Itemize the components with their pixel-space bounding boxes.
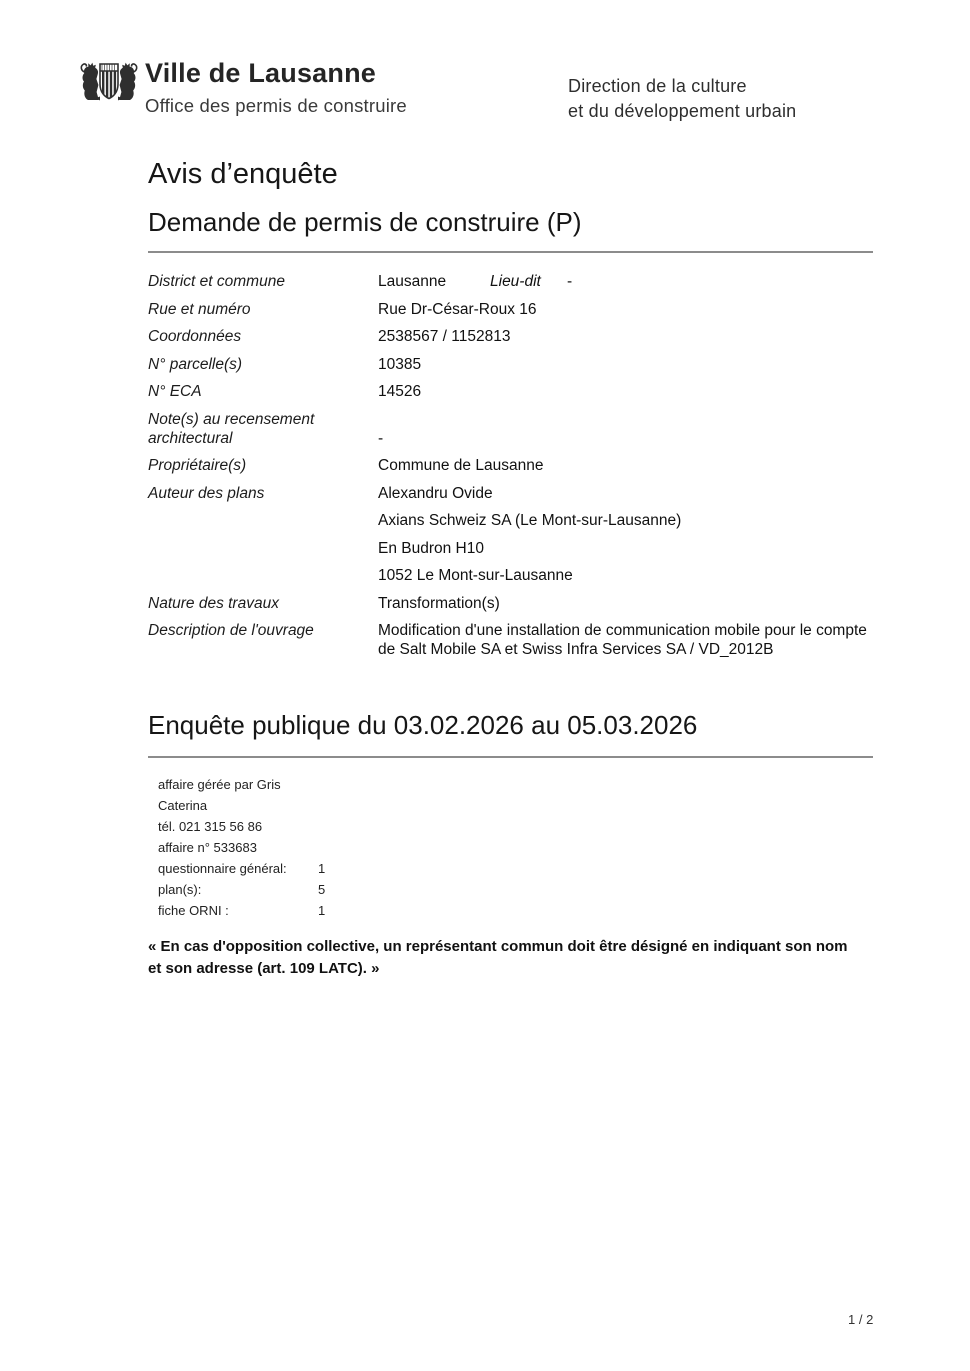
- info-row-rue: [148, 300, 873, 319]
- direction-line-2: et du développement urbain: [568, 101, 797, 122]
- detail-label: fiche ORNI :: [158, 903, 229, 918]
- info-label: Rue et numéro: [148, 300, 251, 318]
- info-label: Propriétaire(s): [148, 457, 247, 474]
- detail-label: plan(s):: [158, 882, 202, 897]
- enquete-section: [148, 710, 873, 979]
- info-row-parcelle: [148, 355, 873, 374]
- detail-value: 1: [318, 903, 326, 918]
- info-value: Modification d'une installation de communication mobile pour le compte de Salt Mobile SA et Swiss Infra Services SA / VD_2012B: [378, 622, 867, 658]
- info-label: [148, 539, 378, 558]
- info-row-proprietaire: [148, 456, 873, 475]
- info-value: 14526: [378, 383, 422, 400]
- commune-value: Lausanne: [378, 273, 447, 290]
- info-label: N° parcelle(s): [148, 355, 243, 373]
- lieu-dit-value: -: [567, 273, 573, 290]
- lieu-dit-label: Lieu-dit: [490, 273, 541, 290]
- detail-row-gestionnaire: [158, 774, 873, 816]
- detail-value: 1: [318, 861, 326, 876]
- org-name: Ville de Lausanne: [145, 58, 376, 88]
- info-row-description: [148, 621, 873, 659]
- document-title: Avis d’enquête: [148, 158, 338, 190]
- info-row-coordonnees: [148, 327, 873, 346]
- info-value: -: [378, 429, 384, 447]
- detail-row-plans: [158, 879, 873, 900]
- info-label: Note(s) au recensement architectural: [148, 410, 315, 447]
- detail-value: [318, 816, 873, 837]
- info-label: Auteur des plans: [148, 484, 265, 502]
- info-label: [148, 511, 378, 530]
- info-row-recensement: [148, 410, 873, 448]
- info-value: Rue Dr-César-Roux 16: [378, 300, 537, 318]
- info-row-district: [148, 272, 873, 291]
- info-label: Nature des travaux: [148, 594, 279, 612]
- info-label: [148, 566, 378, 585]
- info-table: [148, 272, 873, 668]
- detail-row-affaire-numero: [158, 837, 873, 858]
- title-divider: [148, 251, 873, 253]
- info-value: Alexandru Ovide: [378, 484, 493, 502]
- detail-label: tél. 021 315 56 86: [158, 819, 263, 834]
- detail-label: affaire gérée par Gris Caterina: [158, 777, 281, 813]
- info-label: N° ECA: [148, 383, 202, 400]
- detail-label: questionnaire général:: [158, 861, 287, 876]
- detail-label: affaire n° 533683: [158, 840, 257, 855]
- detail-value: 5: [318, 882, 326, 897]
- info-value: 2538567 / 1152813: [378, 328, 511, 345]
- info-row-auteur-societe: [148, 511, 873, 530]
- info-value: 10385: [378, 355, 422, 373]
- case-details: [158, 774, 873, 921]
- office-name: Office des permis de construire: [145, 95, 407, 117]
- info-value: Commune de Lausanne: [378, 457, 544, 474]
- lausanne-coat-of-arms-icon: [78, 58, 140, 104]
- info-row-auteur-adresse: [148, 539, 873, 558]
- info-label: Description de l'ouvrage: [148, 622, 314, 639]
- enquete-divider: [148, 756, 873, 758]
- opposition-note: « En cas d'opposition collective, un représentant commun doit être désigné en indiquant son nom et son adresse (art. 109 LATC). »: [148, 938, 848, 977]
- detail-row-telephone: [158, 816, 873, 837]
- info-value: [378, 272, 873, 291]
- info-row-eca: [148, 382, 873, 401]
- detail-row-questionnaire: [158, 858, 873, 879]
- detail-value: [318, 774, 873, 816]
- enquete-heading: Enquête publique du 03.02.2026 au 05.03.2026: [148, 710, 698, 740]
- info-value: 1052 Le Mont-sur-Lausanne: [378, 567, 573, 584]
- info-row-nature: [148, 594, 873, 613]
- direction-text: [568, 74, 796, 124]
- brand-text: [145, 58, 407, 117]
- info-label: Coordonnées: [148, 328, 242, 345]
- info-value: Axians Schweiz SA (Le Mont-sur-Lausanne): [378, 512, 682, 529]
- info-value: En Budron H10: [378, 539, 484, 557]
- info-label: District et commune: [148, 273, 285, 290]
- info-row-auteur-localite: [148, 566, 873, 585]
- page-number: 1 / 2: [848, 1312, 874, 1327]
- detail-value: [318, 837, 873, 858]
- info-value: Transformation(s): [378, 594, 500, 612]
- document-subtitle: Demande de permis de construire (P): [148, 207, 582, 237]
- detail-row-fiche-orni: [158, 900, 873, 921]
- direction-line-1: Direction de la culture: [568, 76, 747, 96]
- header-brand: [78, 58, 407, 117]
- info-row-auteur: [148, 484, 873, 503]
